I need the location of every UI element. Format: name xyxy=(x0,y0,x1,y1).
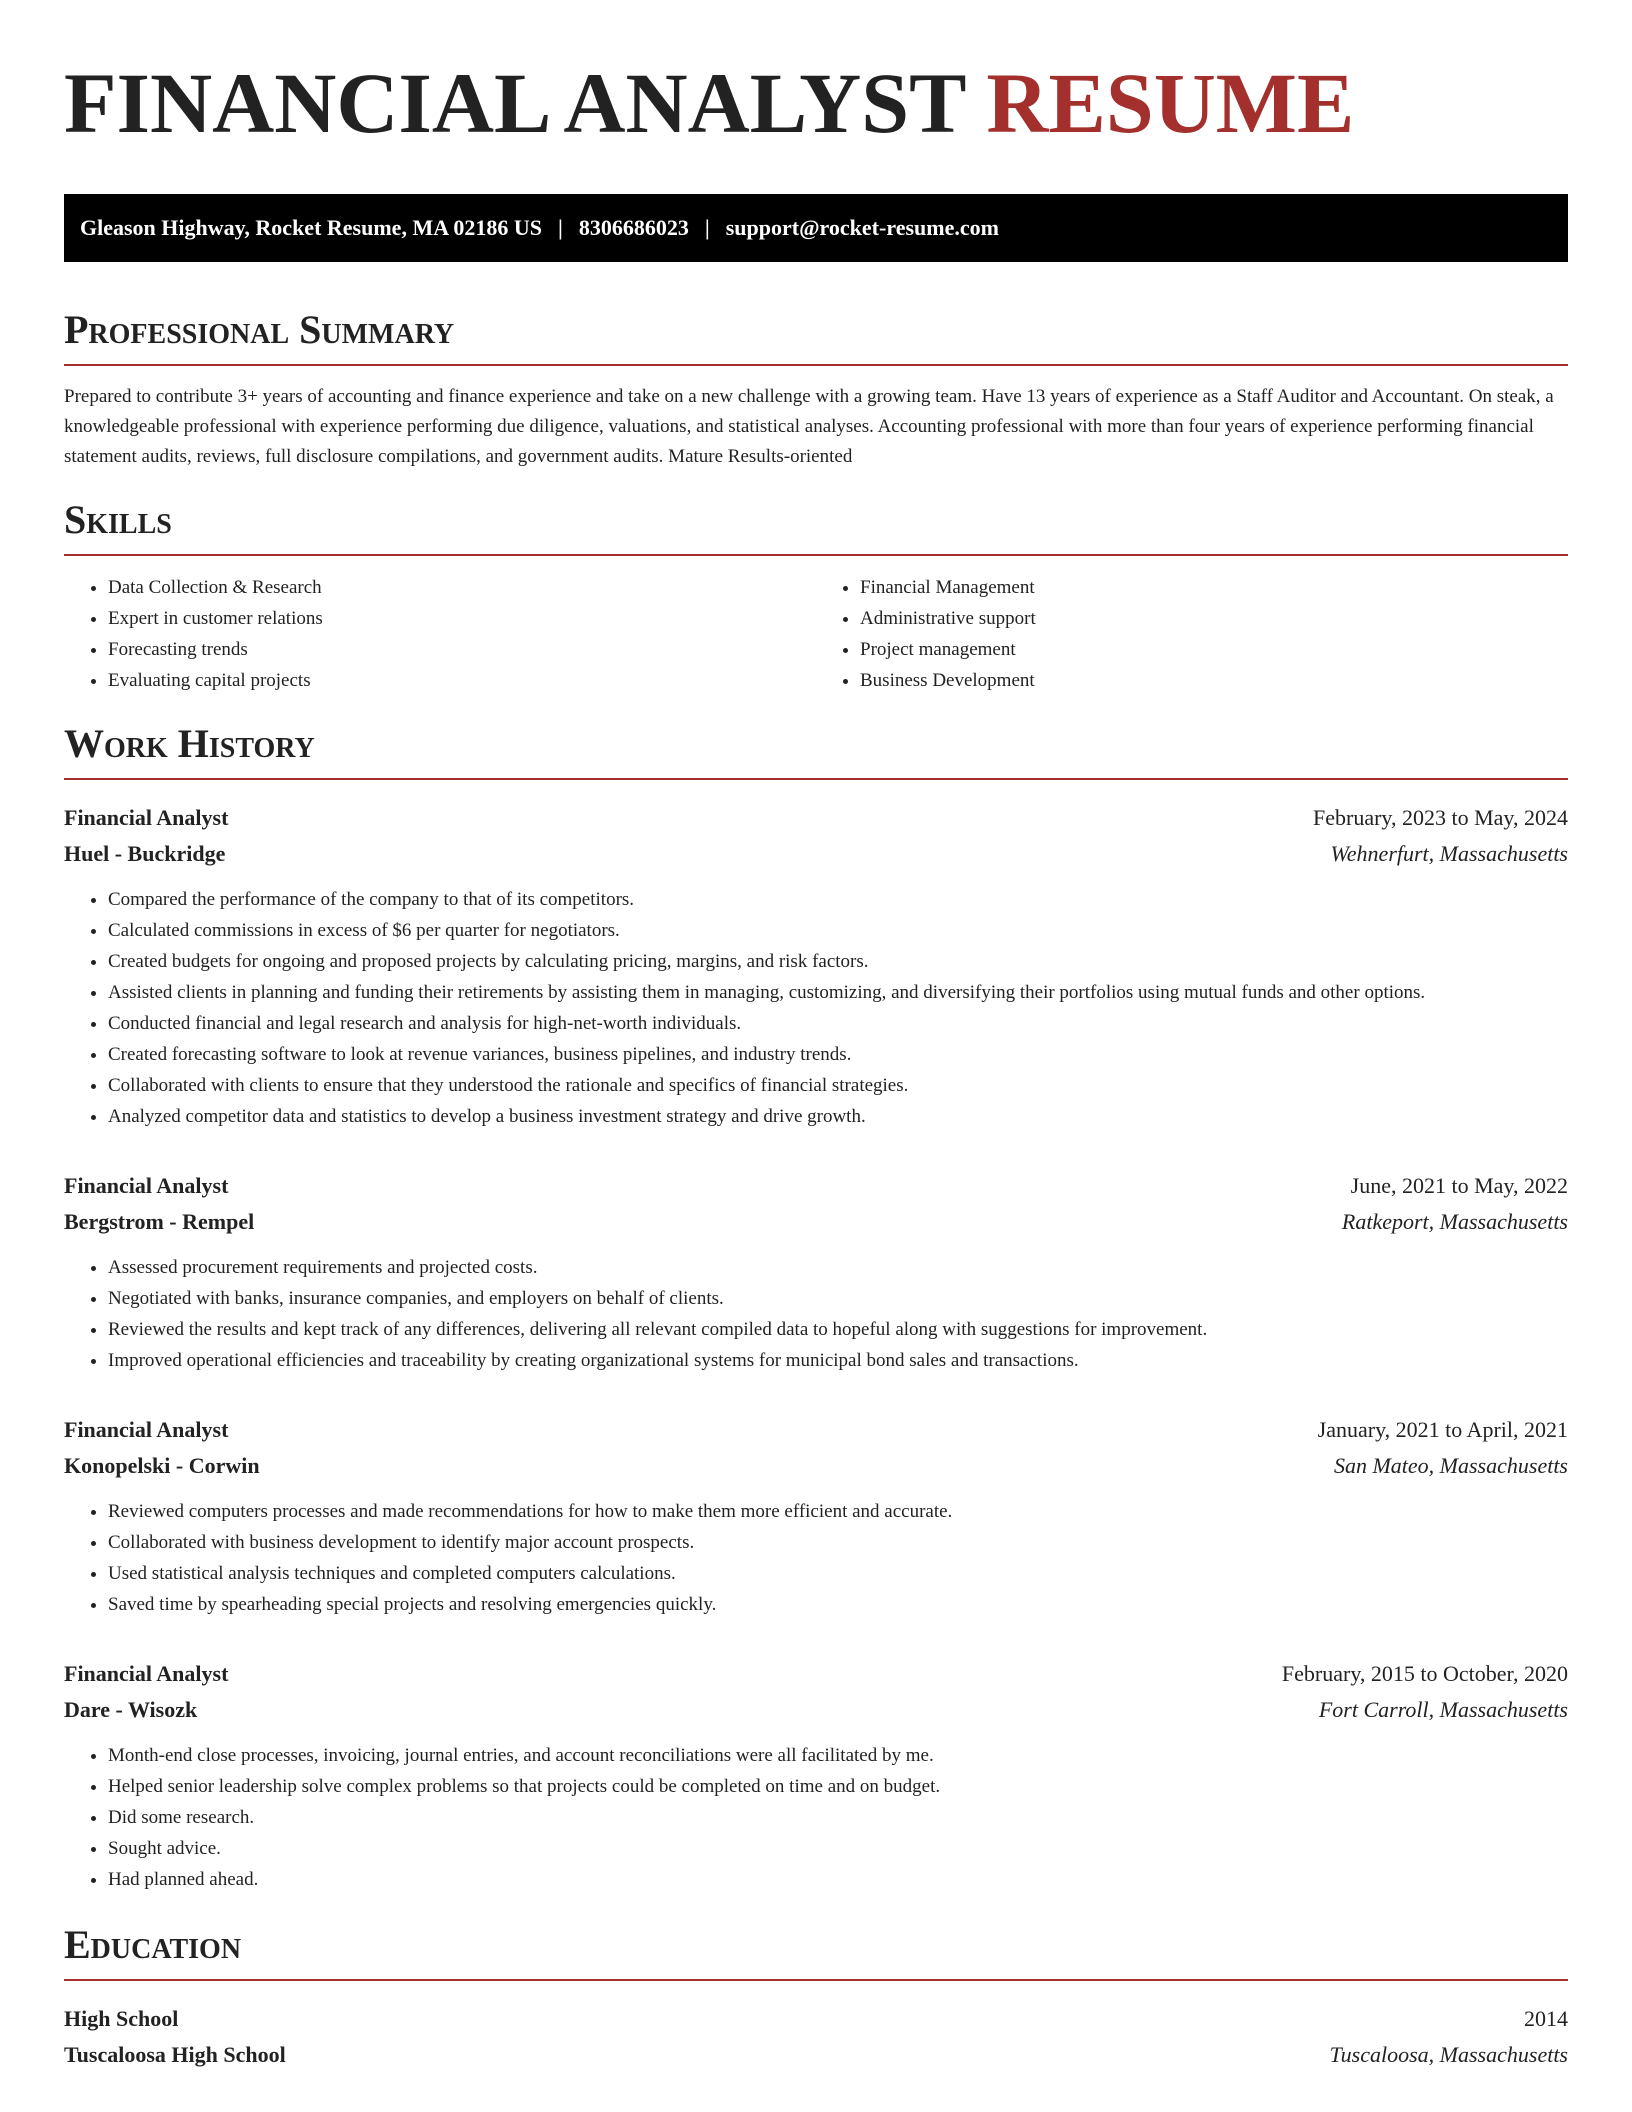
education-heading: Education xyxy=(64,1921,1568,1981)
job-bullet: • Analyzed competitor data and statistics to develop a business investment strategy and drive growth. xyxy=(108,1101,1568,1132)
job-company: Bergstrom - Rempel xyxy=(64,1209,255,1234)
job-dates: January, 2021 to April, 2021 xyxy=(1317,1417,1568,1442)
job-bullet: • Conducted financial and legal research and analysis for high-net-worth individuals. xyxy=(108,1008,1568,1039)
job-bullet: • Assessed procurement requirements and projected costs. xyxy=(108,1252,1568,1283)
contact-separator: | xyxy=(704,215,710,240)
job-bullet: • Month-end close processes, invoicing, journal entries, and account reconciliations were all facilitated by me. xyxy=(108,1740,1568,1771)
education-year: 2014 xyxy=(1524,2006,1568,2031)
skills-column-right xyxy=(816,572,1568,696)
job-bullet: • Sought advice. xyxy=(108,1833,1568,1864)
job-location: Fort Carroll, Massachusetts xyxy=(1318,1697,1568,1722)
job-company: Huel - Buckridge xyxy=(64,841,226,866)
skill-item: • Administrative support xyxy=(860,603,1568,634)
job-dates: February, 2015 to October, 2020 xyxy=(1281,1661,1568,1686)
job-title: Financial Analyst xyxy=(64,1173,229,1198)
job-location: San Mateo, Massachusetts xyxy=(1333,1453,1568,1478)
job-bullet: • Negotiated with banks, insurance companies, and employers on behalf of clients. xyxy=(108,1283,1568,1314)
job-bullet: • Assisted clients in planning and funding their retirements by assisting them in managing, customizing, and diversifying their portfolios using mutual funds and other options. xyxy=(108,977,1568,1008)
job-entry xyxy=(64,800,1568,1132)
summary-heading: Professional Summary xyxy=(64,306,1568,366)
job-bullet: • Had planned ahead. xyxy=(108,1864,1568,1895)
job-bullets xyxy=(64,1252,1568,1376)
education-school: Tuscaloosa High School xyxy=(64,2042,286,2067)
skill-item: • Data Collection & Research xyxy=(108,572,816,603)
skills-heading: Skills xyxy=(64,496,1568,556)
job-title: Financial Analyst xyxy=(64,805,229,830)
education-entry xyxy=(64,2001,1568,2073)
job-entry xyxy=(64,1656,1568,1895)
job-title: Financial Analyst xyxy=(64,1417,229,1442)
skill-item: • Project management xyxy=(860,634,1568,665)
skill-item: • Forecasting trends xyxy=(108,634,816,665)
job-bullet: • Improved operational efficiencies and traceability by creating organizational systems for municipal bond sales and transactions. xyxy=(108,1345,1568,1376)
contact-email: support@rocket-resume.com xyxy=(725,215,999,240)
job-bullet: • Created budgets for ongoing and proposed projects by calculating pricing, margins, and risk factors. xyxy=(108,946,1568,977)
resume-title xyxy=(64,52,1568,154)
job-bullet: • Saved time by spearheading special projects and resolving emergencies quickly. xyxy=(108,1589,1568,1620)
job-bullet: • Collaborated with clients to ensure that they understood the rationale and specifics of financial strategies. xyxy=(108,1070,1568,1101)
job-bullet: • Did some research. xyxy=(108,1802,1568,1833)
job-dates: February, 2023 to May, 2024 xyxy=(1313,805,1568,830)
contact-address: Gleason Highway, Rocket Resume, MA 02186 US xyxy=(80,215,542,240)
work-history-heading: Work History xyxy=(64,720,1568,780)
job-entry xyxy=(64,1168,1568,1376)
skill-item: • Business Development xyxy=(860,665,1568,696)
job-company: Dare - Wisozk xyxy=(64,1697,198,1722)
job-bullets xyxy=(64,1740,1568,1895)
job-location: Wehnerfurt, Massachusetts xyxy=(1330,841,1568,866)
job-bullet: • Calculated commissions in excess of $6 per quarter for negotiators. xyxy=(108,915,1568,946)
skills-column-left xyxy=(64,572,816,696)
job-company: Konopelski - Corwin xyxy=(64,1453,260,1478)
job-location: Ratkeport, Massachusetts xyxy=(1341,1209,1568,1234)
job-bullets xyxy=(64,884,1568,1132)
contact-separator: | xyxy=(558,215,563,240)
title-main: FINANCIAL ANALYST xyxy=(64,55,965,151)
job-bullet: • Reviewed the results and kept track of any differences, delivering all relevant compiled data to hopeful along with suggestions for improvement. xyxy=(108,1314,1568,1345)
job-bullet: • Reviewed computers processes and made recommendations for how to make them more efficient and accurate. xyxy=(108,1496,1568,1527)
skills-list xyxy=(64,572,1568,696)
summary-text: Prepared to contribute 3+ years of accounting and finance experience and take on a new challenge with a growing team. Have 13 years of experience as a Staff Auditor and Accountant. On steak, a knowledgeable professional with experience performing due diligence, valuations, and statistical analyses. Accounting professional with more than four years of experience performing financial statement audits, reviews, full disclosure compilations, and government audits. Mature Results-oriented xyxy=(64,386,1554,467)
job-bullet: • Used statistical analysis techniques and completed computers calculations. xyxy=(108,1558,1568,1589)
job-bullet: • Compared the performance of the company to that of its competitors. xyxy=(108,884,1568,915)
job-entry xyxy=(64,1412,1568,1620)
title-accent: RESUME xyxy=(986,55,1355,151)
skill-item: • Evaluating capital projects xyxy=(108,665,816,696)
education-degree: High School xyxy=(64,2006,179,2031)
job-bullets xyxy=(64,1496,1568,1620)
contact-phone: 8306686023 xyxy=(578,215,689,240)
job-title: Financial Analyst xyxy=(64,1661,229,1686)
skill-item: • Financial Management xyxy=(860,572,1568,603)
job-bullet: • Helped senior leadership solve complex problems so that projects could be completed on time and on budget. xyxy=(108,1771,1568,1802)
job-dates: June, 2021 to May, 2022 xyxy=(1350,1173,1568,1198)
job-bullet: • Created forecasting software to look at revenue variances, business pipelines, and industry trends. xyxy=(108,1039,1568,1070)
job-bullet: • Collaborated with business development to identify major account prospects. xyxy=(108,1527,1568,1558)
education-location: Tuscaloosa, Massachusetts xyxy=(1329,2042,1568,2067)
contact-bar xyxy=(64,194,1568,262)
skill-item: • Expert in customer relations xyxy=(108,603,816,634)
